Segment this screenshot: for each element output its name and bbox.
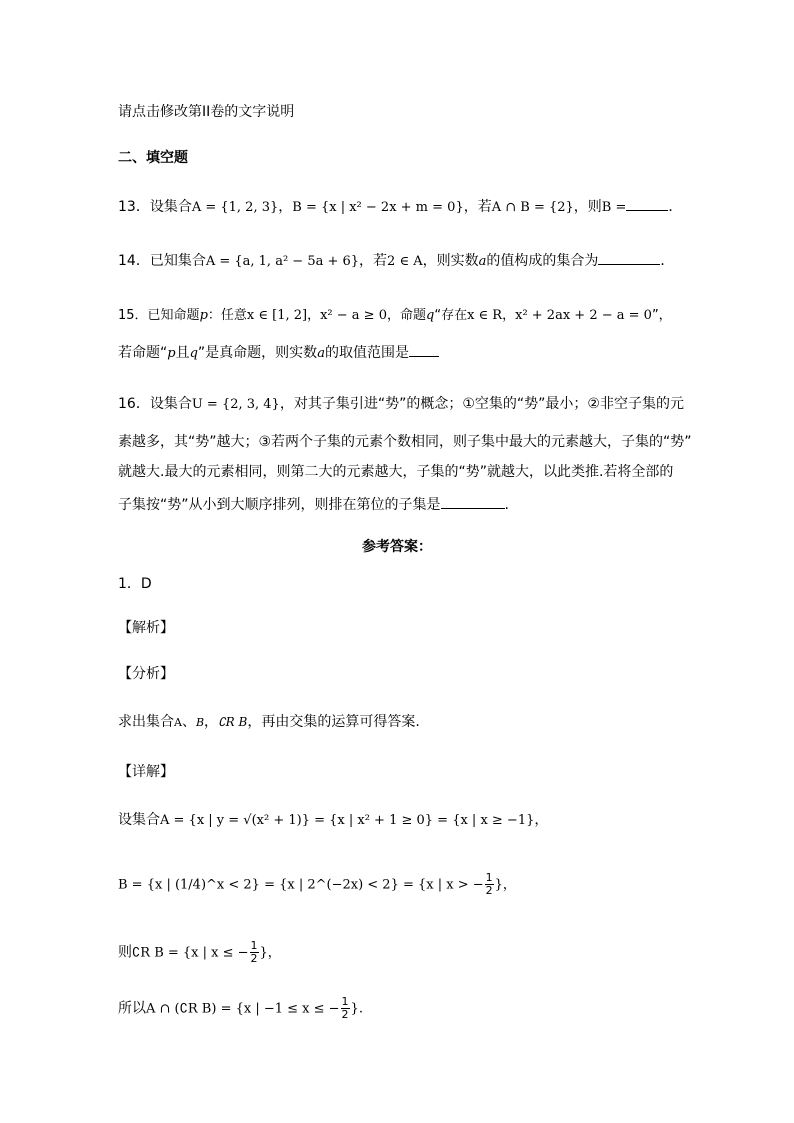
fraction-denominator: 2	[250, 952, 258, 965]
answer-1: 1．D	[118, 576, 152, 592]
question-text: ”，	[651, 308, 672, 323]
question-number: 13．	[118, 199, 150, 215]
fraction	[485, 872, 494, 897]
question-13	[118, 196, 682, 218]
header-note[interactable]: 请点击修改第II卷的文字说明	[118, 104, 295, 120]
solution-step-1	[118, 810, 548, 831]
fraction-denominator: 2	[485, 884, 493, 897]
step-text: 设集合	[118, 812, 160, 828]
math-expression: ∁R B = {x | x ≤ −	[132, 945, 249, 961]
math-set-a: A = {1, 2, 3}	[191, 200, 279, 215]
question-text: 设集合	[149, 199, 192, 215]
fraction-denominator: 2	[341, 1008, 349, 1021]
question-text: ，	[307, 308, 321, 323]
question-15-continued	[118, 342, 439, 364]
tag-fenxi: 【分析】	[118, 666, 174, 682]
question-text: 已知命题	[147, 308, 200, 323]
step-text: 则	[118, 944, 132, 961]
question-number: 14．	[118, 253, 150, 269]
question-16-line-2: 素越多，其“势”越大；③若两个子集的元素个数相同，则子集中最大的元素越大，子集的“势”	[118, 434, 692, 450]
analysis-text-part: ，	[204, 714, 219, 730]
analysis-text-part: ，再由交集的运算可得答案.	[247, 714, 420, 730]
math-set-u: U = {2, 3, 4}	[191, 397, 280, 412]
math-set: B	[195, 716, 205, 729]
fraction-numerator: 1	[485, 871, 493, 884]
math-expression: }，	[259, 945, 281, 961]
answer-blank[interactable]	[441, 494, 505, 509]
analysis-text-part: 、	[181, 714, 196, 730]
question-16	[118, 394, 684, 415]
math-variable: p	[199, 308, 208, 323]
question-text: ，对其子集引进“势”的概念；①空集的“势”最小；②非空子集的元	[279, 396, 684, 412]
math-set: A	[174, 716, 182, 729]
tag-jiexi: 【解析】	[118, 620, 174, 636]
math-complement: ∁R B	[218, 715, 248, 729]
section-title: 二、填空题	[118, 150, 188, 166]
fraction-numerator: 1	[341, 995, 349, 1008]
question-text: 若命题“	[118, 345, 168, 361]
math-expression: B = {x | (1/4)^x < 2} = {x | 2^(−2x) < 2} = {x | x > −	[118, 877, 484, 893]
question-text: 的取值范围是	[324, 345, 409, 361]
math-equation: x² + 2ax + 2 − a = 0	[515, 308, 652, 323]
math-inequality: x² − a ≥ 0	[320, 308, 387, 323]
question-number: 15．	[118, 308, 148, 323]
question-text: 且	[175, 345, 190, 361]
question-text: “存在	[434, 308, 468, 323]
math-set-b: B = {x | x² − 2x + m = 0}	[292, 200, 464, 215]
question-text: ，	[278, 199, 293, 215]
question-text: ”是真命题，则实数	[197, 345, 318, 361]
analysis-text	[118, 712, 420, 733]
fraction	[341, 996, 350, 1021]
fraction	[250, 940, 259, 965]
question-text: ：任意	[207, 308, 247, 323]
math-expression: A ∩ (∁R B) = {x | −1 ≤ x ≤ −	[146, 1001, 340, 1017]
question-15	[118, 306, 672, 326]
question-text: 子集按“势”从小到大顺序排列，则排在第位的子集是	[118, 497, 441, 513]
question-text: ．	[668, 199, 683, 215]
math-range: x ∈ [1, 2]	[246, 308, 308, 323]
question-text: ，则	[573, 199, 602, 215]
solution-step-2	[118, 872, 516, 897]
question-text: ，命题	[386, 308, 426, 323]
question-text: ．	[660, 253, 675, 269]
answers-title: 参考答案：	[362, 539, 432, 555]
answer-blank[interactable]	[626, 196, 668, 211]
answer-blank[interactable]	[598, 250, 660, 265]
question-16-line-3: 就越大.最大的元素相同，则第二大的元素越大，子集的“势”就越大，以此类推.若将全部的	[118, 464, 674, 480]
step-text: ，	[534, 812, 549, 828]
math-condition: 2 ∈ A	[387, 254, 423, 269]
question-text: ，若	[463, 199, 492, 215]
fraction-numerator: 1	[250, 939, 258, 952]
solution-step-3	[118, 940, 281, 965]
math-variable: q	[189, 346, 198, 361]
question-text: 已知集合	[149, 253, 206, 269]
question-14	[118, 250, 674, 272]
math-expression: A = {x | y = √(x² + 1)} = {x | x² + 1 ≥ 0} = {x | x ≥ −1}	[160, 813, 535, 828]
answer-blank[interactable]	[409, 342, 439, 357]
math-ask: B =	[601, 200, 627, 215]
solution-step-4	[118, 996, 363, 1021]
math-variable: a	[478, 254, 487, 269]
math-variable: q	[426, 308, 435, 323]
question-text: .	[504, 497, 509, 513]
question-16-line-4	[118, 494, 509, 515]
question-text: ，则实数	[422, 253, 479, 269]
question-number: 16．	[118, 396, 150, 412]
math-expression: }，	[494, 877, 516, 893]
math-set-a: A = {a, 1, a² − 5a + 6}	[205, 254, 360, 269]
math-variable: p	[167, 346, 176, 361]
step-text: 所以	[118, 1000, 146, 1017]
question-text: 的值构成的集合为	[486, 253, 599, 269]
tag-xiangjie: 【详解】	[118, 764, 174, 780]
math-condition: A ∩ B = {2}	[491, 200, 574, 215]
math-exists: x ∈ R	[467, 308, 503, 323]
question-text: 设集合	[149, 396, 192, 412]
math-expression: }.	[350, 1001, 363, 1017]
math-variable: a	[317, 346, 325, 361]
question-text: ，	[502, 308, 516, 323]
analysis-text-part: 求出集合	[118, 714, 174, 730]
question-text: ，若	[359, 253, 388, 269]
